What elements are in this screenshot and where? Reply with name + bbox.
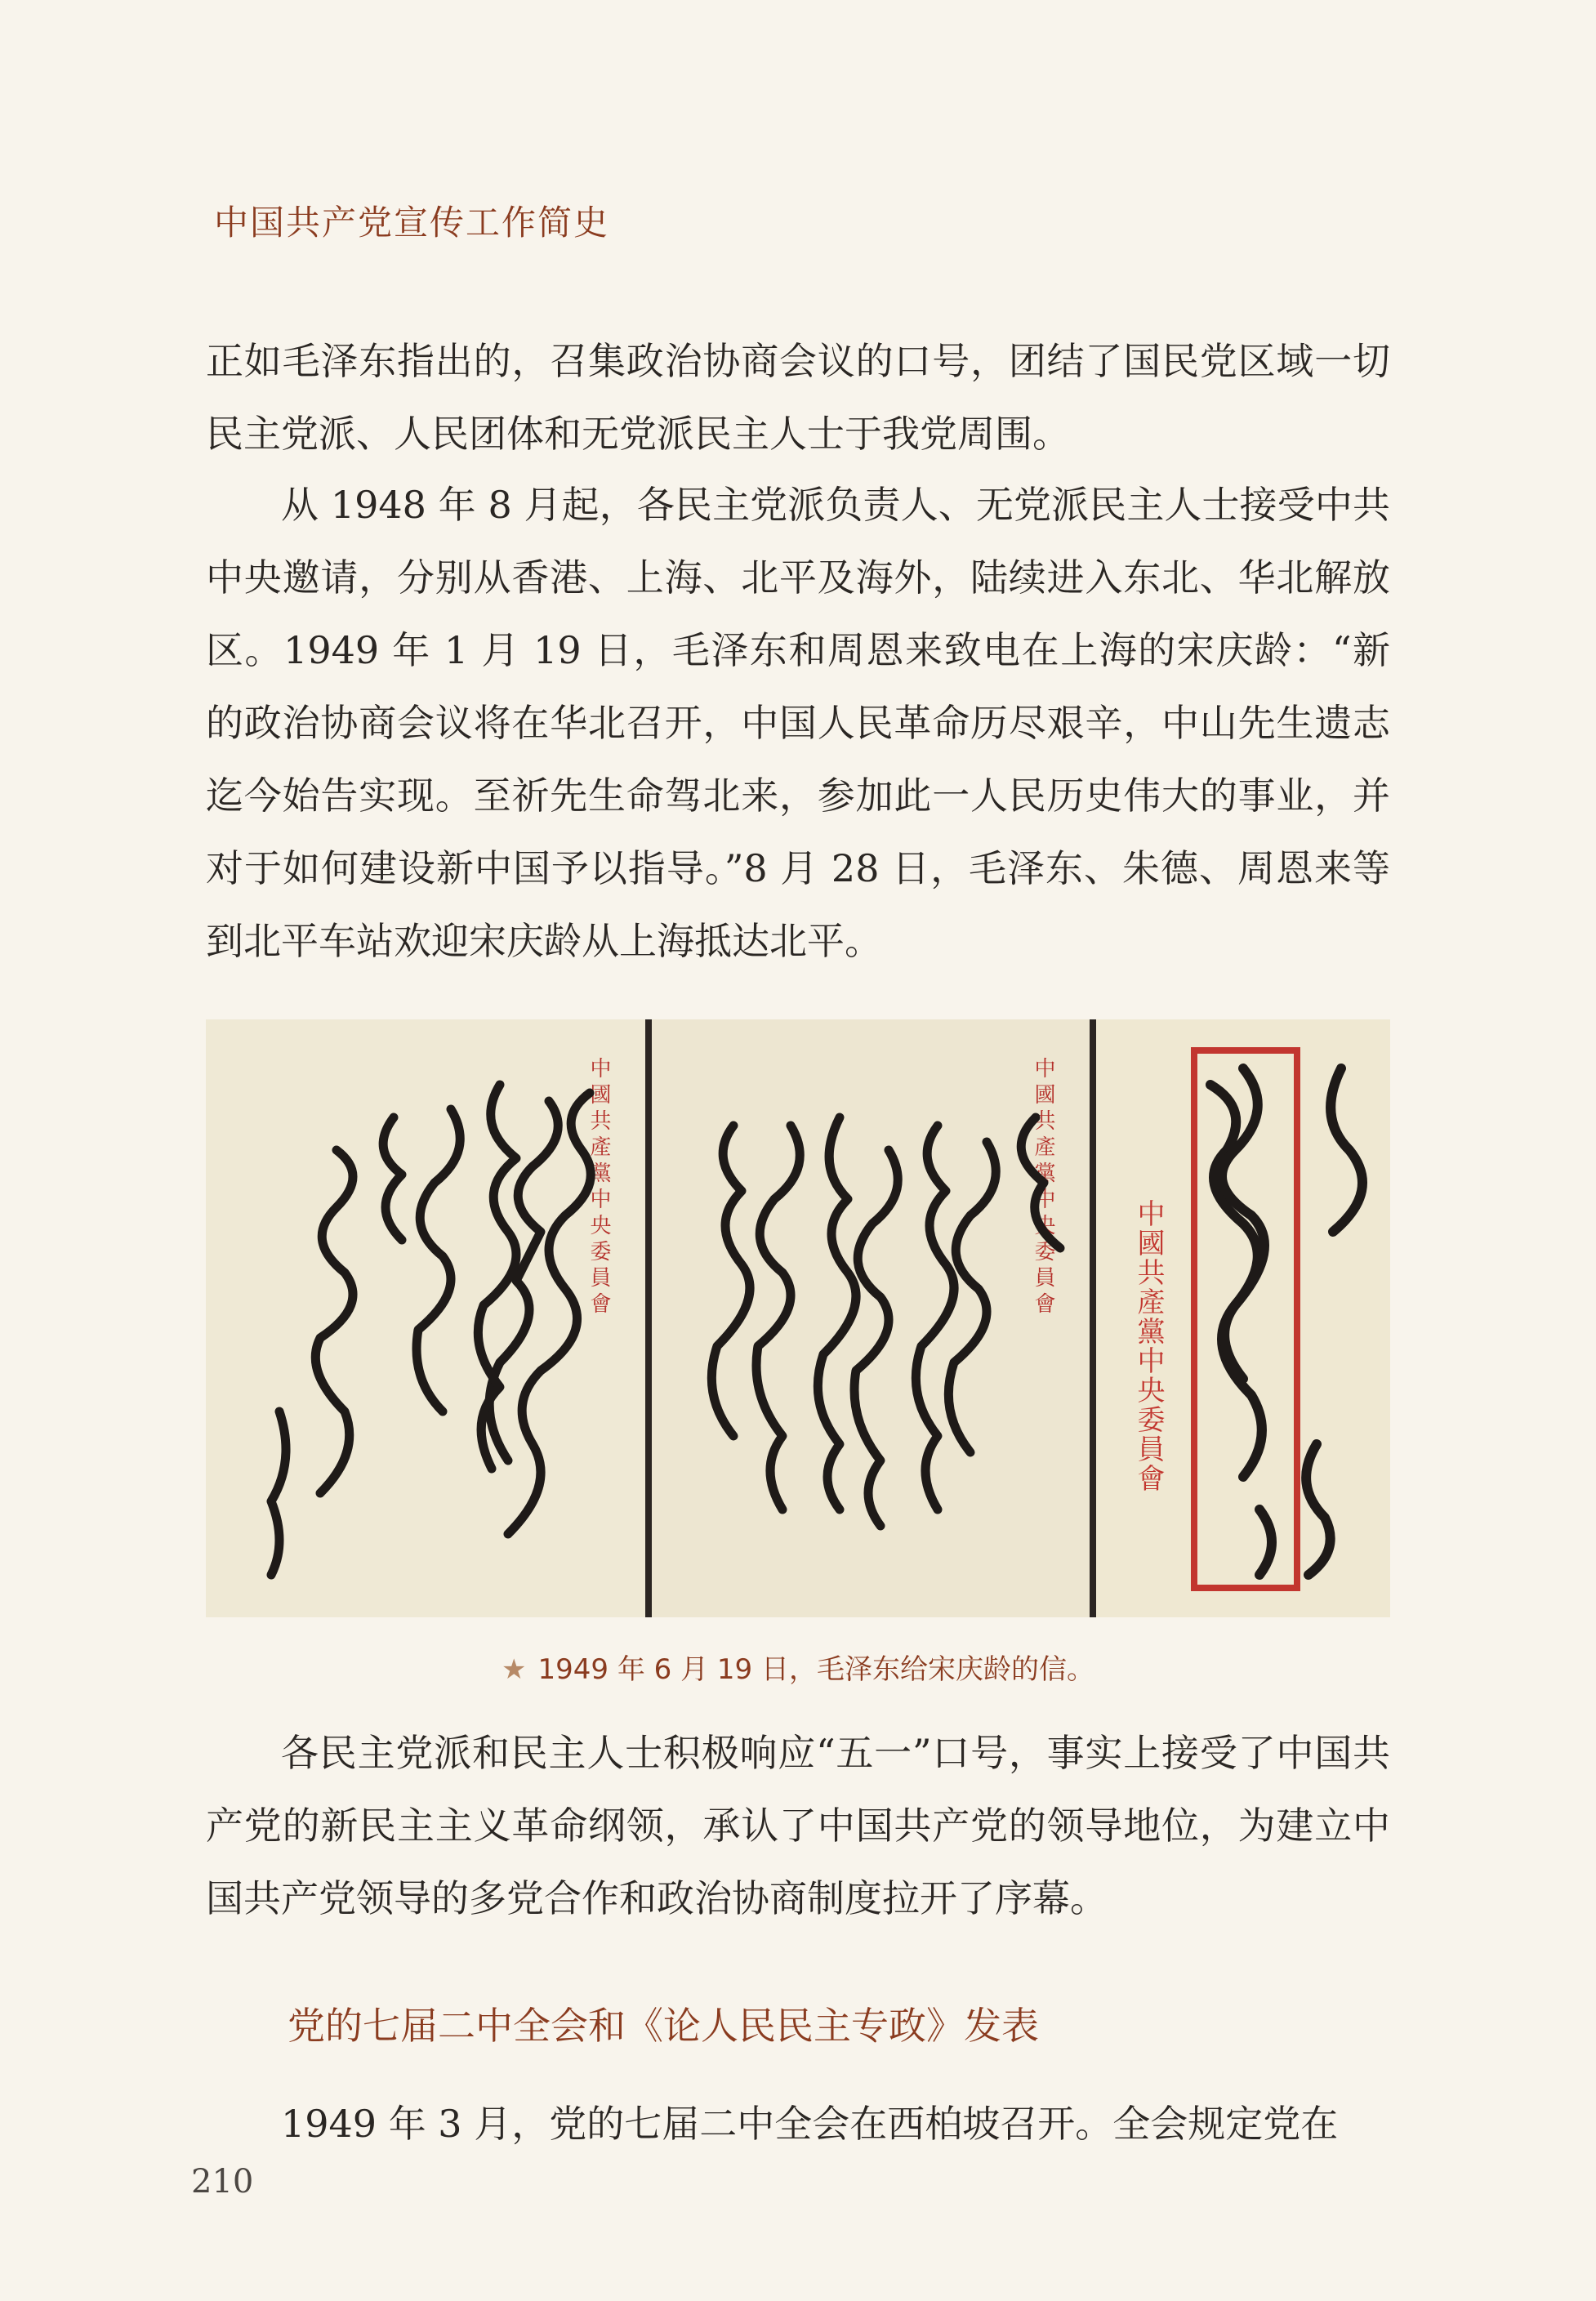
- letterhead: 中國共產黨中央委員會: [1031, 1057, 1055, 1318]
- section-heading: 党的七届二中全会和《论人民民主专政》发表: [288, 2004, 1039, 2048]
- handwriting-illustration: [652, 1019, 1090, 1617]
- envelope: [1096, 1019, 1390, 1617]
- handwriting-illustration: [206, 1019, 645, 1617]
- body-paragraph: 正如毛泽东指出的，召集政治协商会议的口号，团结了国民党区域一切民主党派、人民团体和无党派民主人士于我党周围。: [206, 339, 1390, 456]
- page-number: 210: [191, 2163, 254, 2201]
- letter-page-1: [652, 1019, 1090, 1617]
- body-paragraph: 从 1948 年 8 月起，各民主党派负责人、无党派民主人士接受中共中央邀请，分别从香港、上海、北平及海外，陆续进入东北、华北解放区。1949 年 1 月 19 日，毛泽东和周恩来致电在上海的宋庆龄：“新的政治协商会议将在华北召开，中国人民革命历尽艰辛，中山先生遗志迄今始告实现。至祈先生命驾北来，参加此一人民历史伟大的事业，并对于如何建设新中国予以指导。”8 月 28 日，毛泽东、朱德、周恩来等到北平车站欢迎宋庆龄从上海抵达北平。: [206, 483, 1390, 963]
- handwriting-illustration: [1096, 1019, 1390, 1617]
- running-title: 中国共产党宣传工作简史: [214, 203, 610, 243]
- letter-page-2: [206, 1019, 645, 1617]
- letterhead: 中國共產黨中央委員會: [586, 1057, 611, 1318]
- caption-text: 1949 年 6 月 19 日，毛泽东给宋庆龄的信。: [537, 1653, 1094, 1686]
- body-paragraph: 1949 年 3 月，党的七届二中全会在西柏坡召开。全会规定党在: [281, 2102, 1339, 2146]
- figure-caption: [0, 1647, 1596, 1687]
- body-paragraph: 各民主党派和民主人士积极响应“五一”口号，事实上接受了中国共产党的新民主主义革命纲领，承认了中国共产党的领导地位，为建立中国共产党领导的多党合作和政治协商制度拉开了序幕。: [206, 1731, 1390, 1920]
- letter-photo-figure: [206, 1019, 1390, 1617]
- envelope-stamp: 中國共產黨中央委員會: [1132, 1199, 1165, 1493]
- star-icon: ★: [502, 1653, 527, 1686]
